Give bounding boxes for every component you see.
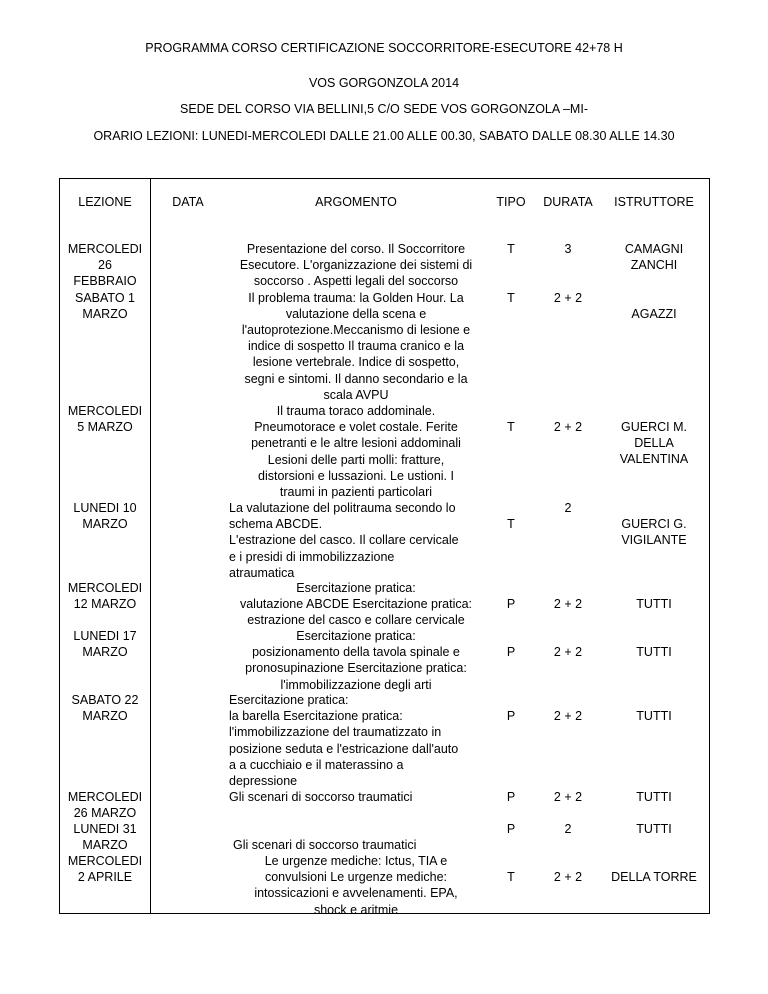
table-row-tipo: P bbox=[506, 597, 516, 611]
table-row-tipo: T bbox=[507, 420, 515, 434]
table-row-tipo: P bbox=[506, 709, 516, 723]
table-row-istruttore: TUTTI bbox=[636, 822, 672, 836]
table-row-istruttore: CAMAGNI ZANCHI bbox=[624, 242, 684, 273]
table-row-durata: 2 + 2 bbox=[553, 291, 583, 305]
table-row-tipo: P bbox=[506, 790, 516, 804]
table-row-durata: 3 bbox=[564, 242, 572, 256]
table-row-lezione: MERCOLEDI 5 MARZO bbox=[67, 404, 143, 435]
col-header-argomento: ARGOMENTO bbox=[315, 195, 397, 209]
table-row-istruttore: TUTTI bbox=[636, 709, 672, 723]
col-header-lezione: LEZIONE bbox=[78, 195, 132, 209]
table-row-tipo: T bbox=[507, 291, 515, 305]
table-row-durata: 2 bbox=[564, 501, 572, 515]
table-row-durata: 2 + 2 bbox=[553, 790, 583, 804]
table-row-lezione: MERCOLEDI 12 MARZO bbox=[67, 581, 143, 612]
table-row-durata: 2 + 2 bbox=[553, 870, 583, 884]
table-row-durata: 2 bbox=[564, 822, 572, 836]
table-row-argomento: Gli scenari di soccorso traumatici bbox=[229, 790, 413, 804]
col-header-durata: DURATA bbox=[543, 195, 593, 209]
table-row-lezione: MERCOLEDI 26 MARZO bbox=[67, 790, 143, 821]
table-row-istruttore: GUERCI G. VIGILANTE bbox=[621, 517, 687, 548]
table-row-lezione: LUNEDI 10 MARZO bbox=[73, 501, 137, 532]
table-row-argomento: Esercitazione pratica: la barella Esercitazione pratica: l'immobilizzazione del traumatizzato in posizione seduta e l'estricazione dall'auto a a cucchiaio e il materassino a depressione bbox=[229, 693, 459, 789]
table-row-argomento: Esercitazione pratica: valutazione ABCDE Esercitazione pratica: estrazione del casco e collare cervicale bbox=[239, 581, 473, 628]
course-location: SEDE DEL CORSO VIA BELLINI,5 C/O SEDE VOS GORGONZOLA –MI- bbox=[180, 102, 588, 116]
table-row-tipo: T bbox=[507, 870, 515, 884]
table-row-lezione: LUNEDI 31 MARZO bbox=[73, 822, 137, 853]
table-row-argomento: Presentazione del corso. Il Soccorritore Esecutore. L'organizzazione dei sistemi di soccorso . Aspetti legali del soccorso Il problema trauma: la Golden Hour. La valutazione della scena e l'autoprotezione.Meccanismo di lesione e indice di sospetto Il trauma cranico e la lesione vertebrale. Indice di sospetto, segni e sintomi. Il danno secondario e la scala AVPU bbox=[239, 242, 473, 402]
table-row-argomento: Esercitazione pratica: posizionamento della tavola spinale e pronosupinazione Esercitazione pratica: l'immobilizzazione degli arti bbox=[245, 629, 467, 692]
table-row-durata: 2 + 2 bbox=[553, 645, 583, 659]
col-header-tipo: TIPO bbox=[496, 195, 526, 209]
col-header-data: DATA bbox=[172, 195, 204, 209]
doc-title: PROGRAMMA CORSO CERTIFICAZIONE SOCCORRITORE-ESECUTORE 42+78 H bbox=[145, 41, 623, 55]
table-row-istruttore: TUTTI bbox=[636, 597, 672, 611]
table-row-tipo: P bbox=[506, 645, 516, 659]
lesson-schedule: ORARIO LEZIONI: LUNEDI-MERCOLEDI DALLE 21.00 ALLE 00.30, SABATO DALLE 08.30 ALLE 14.30 bbox=[93, 129, 675, 143]
table-row-istruttore: DELLA TORRE bbox=[611, 870, 697, 884]
table-row-argomento: La valutazione del politrauma secondo lo schema ABCDE. L'estrazione del casco. Il collare cervicale e i presidi di immobilizzazione atraumatica bbox=[229, 501, 459, 580]
table-row-durata: 2 + 2 bbox=[553, 709, 583, 723]
table-row-lezione: LUNEDI 17 MARZO bbox=[73, 629, 137, 660]
column-divider bbox=[150, 178, 151, 914]
table-row-tipo: T bbox=[507, 517, 515, 531]
table-row-lezione: MERCOLEDI 26 FEBBRAIO SABATO 1 MARZO bbox=[67, 242, 143, 321]
table-row-istruttore: TUTTI bbox=[636, 790, 672, 804]
table-row-istruttore: TUTTI bbox=[636, 645, 672, 659]
table-row-argomento: Le urgenze mediche: Ictus, TIA e convulsioni Le urgenze mediche: intossicazioni e avvelenamenti. EPA, shock e aritmie bbox=[254, 854, 458, 917]
doc-subtitle: VOS GORGONZOLA 2014 bbox=[308, 76, 460, 90]
table-row-istruttore: AGAZZI bbox=[631, 307, 677, 321]
table-row-tipo: T bbox=[507, 242, 515, 256]
table-row-lezione: SABATO 22 MARZO bbox=[71, 693, 139, 724]
table-row-lezione: MERCOLEDI 2 APRILE bbox=[67, 854, 143, 885]
table-row-durata: 2 + 2 bbox=[553, 597, 583, 611]
col-header-istruttore: ISTRUTTORE bbox=[614, 195, 694, 209]
table-row-tipo: P bbox=[506, 822, 516, 836]
table-row-durata: 2 + 2 bbox=[553, 420, 583, 434]
table-border-top bbox=[59, 178, 709, 179]
table-row-istruttore: GUERCI M. DELLA VALENTINA bbox=[619, 420, 689, 467]
table-border-right bbox=[709, 178, 710, 914]
table-row-argomento: Gli scenari di soccorso traumatici bbox=[233, 838, 417, 852]
table-row-argomento: Il trauma toraco addominale. Pneumotorace e volet costale. Ferite penetranti e le altre lesioni addominali Lesioni delle parti molli: fratture, distorsioni e lussazioni. Le ustioni. I traumi in pazienti particolari bbox=[251, 404, 461, 500]
